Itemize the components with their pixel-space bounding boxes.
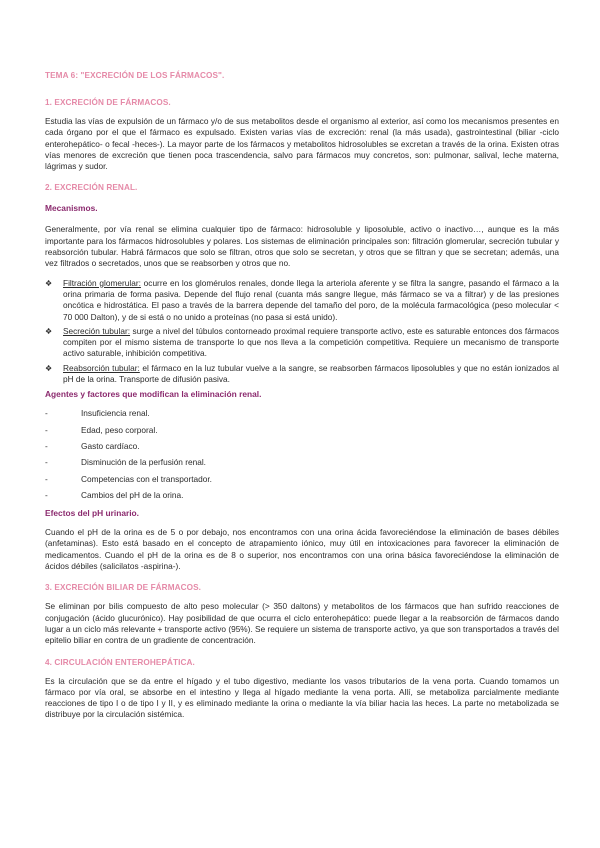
section-3-heading: 3. EXCRECIÓN BILIAR DE FÁRMACOS. bbox=[45, 583, 202, 593]
list-item: - Insuficiencia renal. bbox=[45, 408, 150, 419]
section-4-heading: 4. CIRCULACIÓN ENTEROHEPÁTICA. bbox=[45, 657, 195, 667]
bullet-filtracion bbox=[45, 278, 559, 323]
bullet-reabsorcion bbox=[45, 363, 559, 386]
secrecion-term: Secreción tubular: bbox=[63, 325, 131, 336]
reabsorcion-desc: el fármaco en la luz tubular vuelve a la sangre, se reabsorben fármacos liposolubles y que no están ionizados al pH de la orina. Transporte de difusión pasiva. bbox=[63, 362, 559, 385]
section-3-text: Se eliminan por bilis compuesto de alto peso molecular (> 350 daltons) y metabolitos de los fármacos que han sufrido reacciones de conjugación (ácido glucurónico). Hay posibilidad de que ocurra el ciclo enterohepático: puede llegar a la reabsorción de fármacos dando lugar a un ciclo más relevante + transporte activo (95%). Se requiere un sistema de transporte activo, ya que son transportados a través del epitelio biliar en contra de un gradiente de concentración. bbox=[45, 601, 559, 646]
ph-text: Cuando el pH de la orina es de 5 o por debajo, nos encontramos con una orina ácida favoreciéndose la eliminación de bases débiles (anfetaminas). Esto está basado en el concepto de atrapamiento iónico, muy útil en intoxicaciones para favorecer la eliminación de medicamentos. Cuando el pH de la orina es de 8 o superior, nos encontramos con una orina básica favoreciéndose la eliminación de ácidos débiles (salicilatos -aspirina-). bbox=[45, 527, 559, 572]
diamond-bullet-icon: ❖ bbox=[45, 326, 53, 336]
reabsorcion-term: Reabsorción tubular: bbox=[63, 362, 140, 373]
section-2-intro: Generalmente, por vía renal se elimina cualquier tipo de fármaco: hidrosoluble y liposoluble, activo o inactivo…, aunque es la más importante para los fármacos hidrosolubles y polares. Los sistemas de eliminación principales son: filtración glomerular, secreción tubular y reabsorción tubular. Habrá fármacos que solo se filtran, otros que solo se secretan, y otros que se filtran y que se secretan; además, una vez filtrados o secretados, unos que se reabsorben y otros que no. bbox=[45, 224, 559, 269]
mecanismos-heading: Mecanismos. bbox=[45, 203, 98, 214]
ph-heading: Efectos del pH urinario. bbox=[45, 508, 140, 519]
filtracion-term: Filtración glomerular: bbox=[63, 277, 141, 288]
section-2-heading: 2. EXCRECIÓN RENAL. bbox=[45, 183, 138, 193]
list-item: - Competencias con el transportador. bbox=[45, 473, 212, 484]
filtracion-desc: ocurre en los glomérulos renales, donde llega la arteriola aferente y se filtra la sangre, pasando el fármaco a la orina primaria de forma pasiva. Depende del flujo renal (cuanta más sangre llegue, más fármaco se va a filtrar) y de las presiones oncótica e hidrostática. El paso a través de la barrera depende del tamaño del poro, de la molécula farmacológica (peso molecular < 70 000 Dalton), y de si está o no unido a proteínas (no pasa si está unido). bbox=[63, 277, 559, 322]
document-content bbox=[45, 70, 559, 721]
list-item: - Edad, peso corporal. bbox=[45, 424, 158, 435]
list-item: - Cambios del pH de la orina. bbox=[45, 489, 184, 500]
section-1-text: Estudia las vías de expulsión de un fármaco y/o de sus metabolitos desde el organismo al exterior, así como los mecanismos presentes en cada órgano por el que el fármaco es expulsado. Existen varias vías de excreción: renal (la más usada), gastrointestinal (biliar -ciclo enterohepático- o fecal -heces-). La mayor parte de los fármacos y metabolitos hidrosolubles se excretan a través de la orina. Existen otras vías menores de excreción que tienen poca trascendencia, salvo para fármacos muy concretos, son: pulmonar, salival, leche materna, lágrimas y sudor. bbox=[45, 116, 559, 172]
list-item: - Disminución de la perfusión renal. bbox=[45, 457, 206, 468]
secrecion-desc: surge a nivel del túbulos contorneado proximal requiere transporte activo, este es saturable entonces dos fármacos compiten por el mismo sistema de transporte lo que nos lleva a la competición competitiva. Requiere un mecanismo de transporte activo saturable, inhibición competitiva. bbox=[63, 325, 560, 359]
agentes-heading: Agentes y factores que modifican la eliminación renal. bbox=[45, 389, 262, 400]
bullet-reabsorcion-text bbox=[63, 363, 559, 386]
list-item: - Gasto cardíaco. bbox=[45, 440, 140, 451]
bullet-secrecion-text bbox=[63, 326, 559, 360]
document-title: TEMA 6: "EXCRECIÓN DE LOS FÁRMACOS". bbox=[45, 71, 225, 80]
diamond-bullet-icon: ❖ bbox=[45, 363, 53, 373]
diamond-bullet-icon: ❖ bbox=[45, 278, 53, 288]
section-4-text: Es la circulación que se da entre el hígado y el tubo digestivo, mediante los vasos tributarios de la vena porta. Cuando tomamos un fármaco por vía oral, se absorbe en el intestino y llega al hígado mediante la vena porta. Allí, se metaboliza parcialmente mediante reacciones de tipo I o de tipo I y II, y es eliminado mediante la orina o mediante la vía biliar hacia las heces. La parte no metabolizada se distribuye por la circulación sistémica. bbox=[45, 675, 559, 720]
agentes-list bbox=[45, 408, 559, 506]
bullet-secrecion bbox=[45, 326, 559, 360]
bullet-filtracion-text bbox=[63, 278, 559, 323]
section-1-heading: 1. EXCRECIÓN DE FÁRMACOS. bbox=[45, 98, 171, 107]
